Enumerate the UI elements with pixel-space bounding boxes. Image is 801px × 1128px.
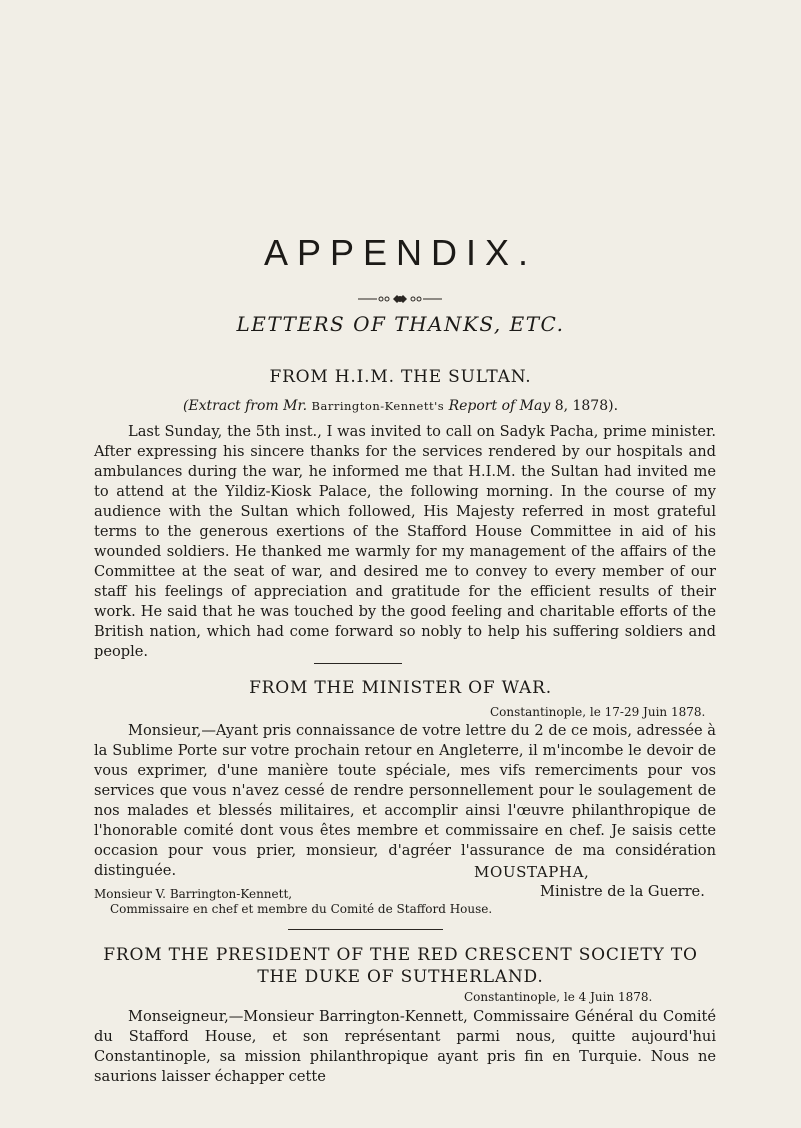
extract-note: [0, 398, 801, 414]
section-heading-sultan: FROM H.I.M. THE SULTAN.: [269, 367, 532, 387]
addressee-line: Monsieur V. Barrington-Kennett,: [94, 887, 293, 901]
extract-doc: Report of May: [448, 398, 551, 414]
subtitle: LETTERS OF THANKS, ETC.: [236, 312, 565, 336]
section-divider: [288, 929, 443, 930]
dateline-minister: Constantinople, le 17-29 Juin 1878.: [490, 705, 706, 719]
extract-author: Barrington-Kennett's: [311, 399, 445, 413]
section-divider: [314, 663, 402, 664]
heading-line: THE DUKE OF SUTHERLAND.: [257, 967, 544, 987]
red-crescent-letter-body: Monseigneur,—Monsieur Barrington-Kennett, Commissaire Général du Comité du Stafford House, et son représentant parmi nous, quitte aujourd'hui Constantinople, sa mission philanthropique ayant pris fin en Turquie. Nous ne saurions laisser échapper cette: [94, 1008, 716, 1085]
heading-line: FROM THE PRESIDENT OF THE RED CRESCENT SOCIETY TO: [103, 945, 698, 965]
ornament-divider: [0, 292, 801, 306]
minister-letter-body: Monsieur,—Ayant pris connaissance de votre lettre du 2 de ce mois, adressée à la Sublime Porte sur votre prochain retour en Angleterre, il m'incombe le devoir de vous exprimer, d'une manière toute spéciale, mes vifs remerciments pour vos services que vous n'avez cessé de rendre personnellement pour le soulagement de nos malades et blessés militaires, et accomplir ainsi l'œuvre philanthropique de l'honorable comité dont vous êtes membre et commissaire en chef. Je saisis cette occasion pour vous prier, monsieur, d'agréer l'assurance de ma considération distinguée.: [94, 722, 716, 879]
addressee-line: Commissaire en chef et membre du Comité de Stafford House.: [110, 902, 493, 916]
signature-name: MOUSTAPHA,: [474, 863, 590, 881]
page-title: APPENDIX.: [263, 232, 538, 273]
section-heading-red-crescent: [0, 944, 801, 988]
extract-prefix: (Extract from Mr.: [182, 398, 308, 414]
addressee-block: [94, 887, 492, 917]
dateline-red-crescent: Constantinople, le 4 Juin 1878.: [464, 990, 653, 1004]
section-heading-minister: FROM THE MINISTER OF WAR.: [249, 678, 552, 698]
extract-date: 8, 1878).: [554, 398, 619, 414]
signature-title: Ministre de la Guerre.: [540, 883, 705, 900]
sultan-letter-body: Last Sunday, the 5th inst., I was invited to call on Sadyk Pacha, prime minister. After expressing his sincere thanks for the services rendered by our hospitals and ambulances during the war, he informed me that H.I.M. the Sultan had invited me to attend at the Yildiz-Kiosk Palace, the following morning. In the course of my audience with the Sultan which followed, His Majesty referred in most grateful terms to the generous exertions of the Stafford House Committee in aid of his wounded soldiers. He thanked me warmly for my management of the affairs of the Committee at the seat of war, and desired me to convey to every member of our staff his feelings of appreciation and gratitude for the efficient results of their work. He said that he was touched by the good feeling and charitable efforts of the British nation, which had come forward so nobly to help his suffering soldiers and people.: [94, 423, 716, 660]
